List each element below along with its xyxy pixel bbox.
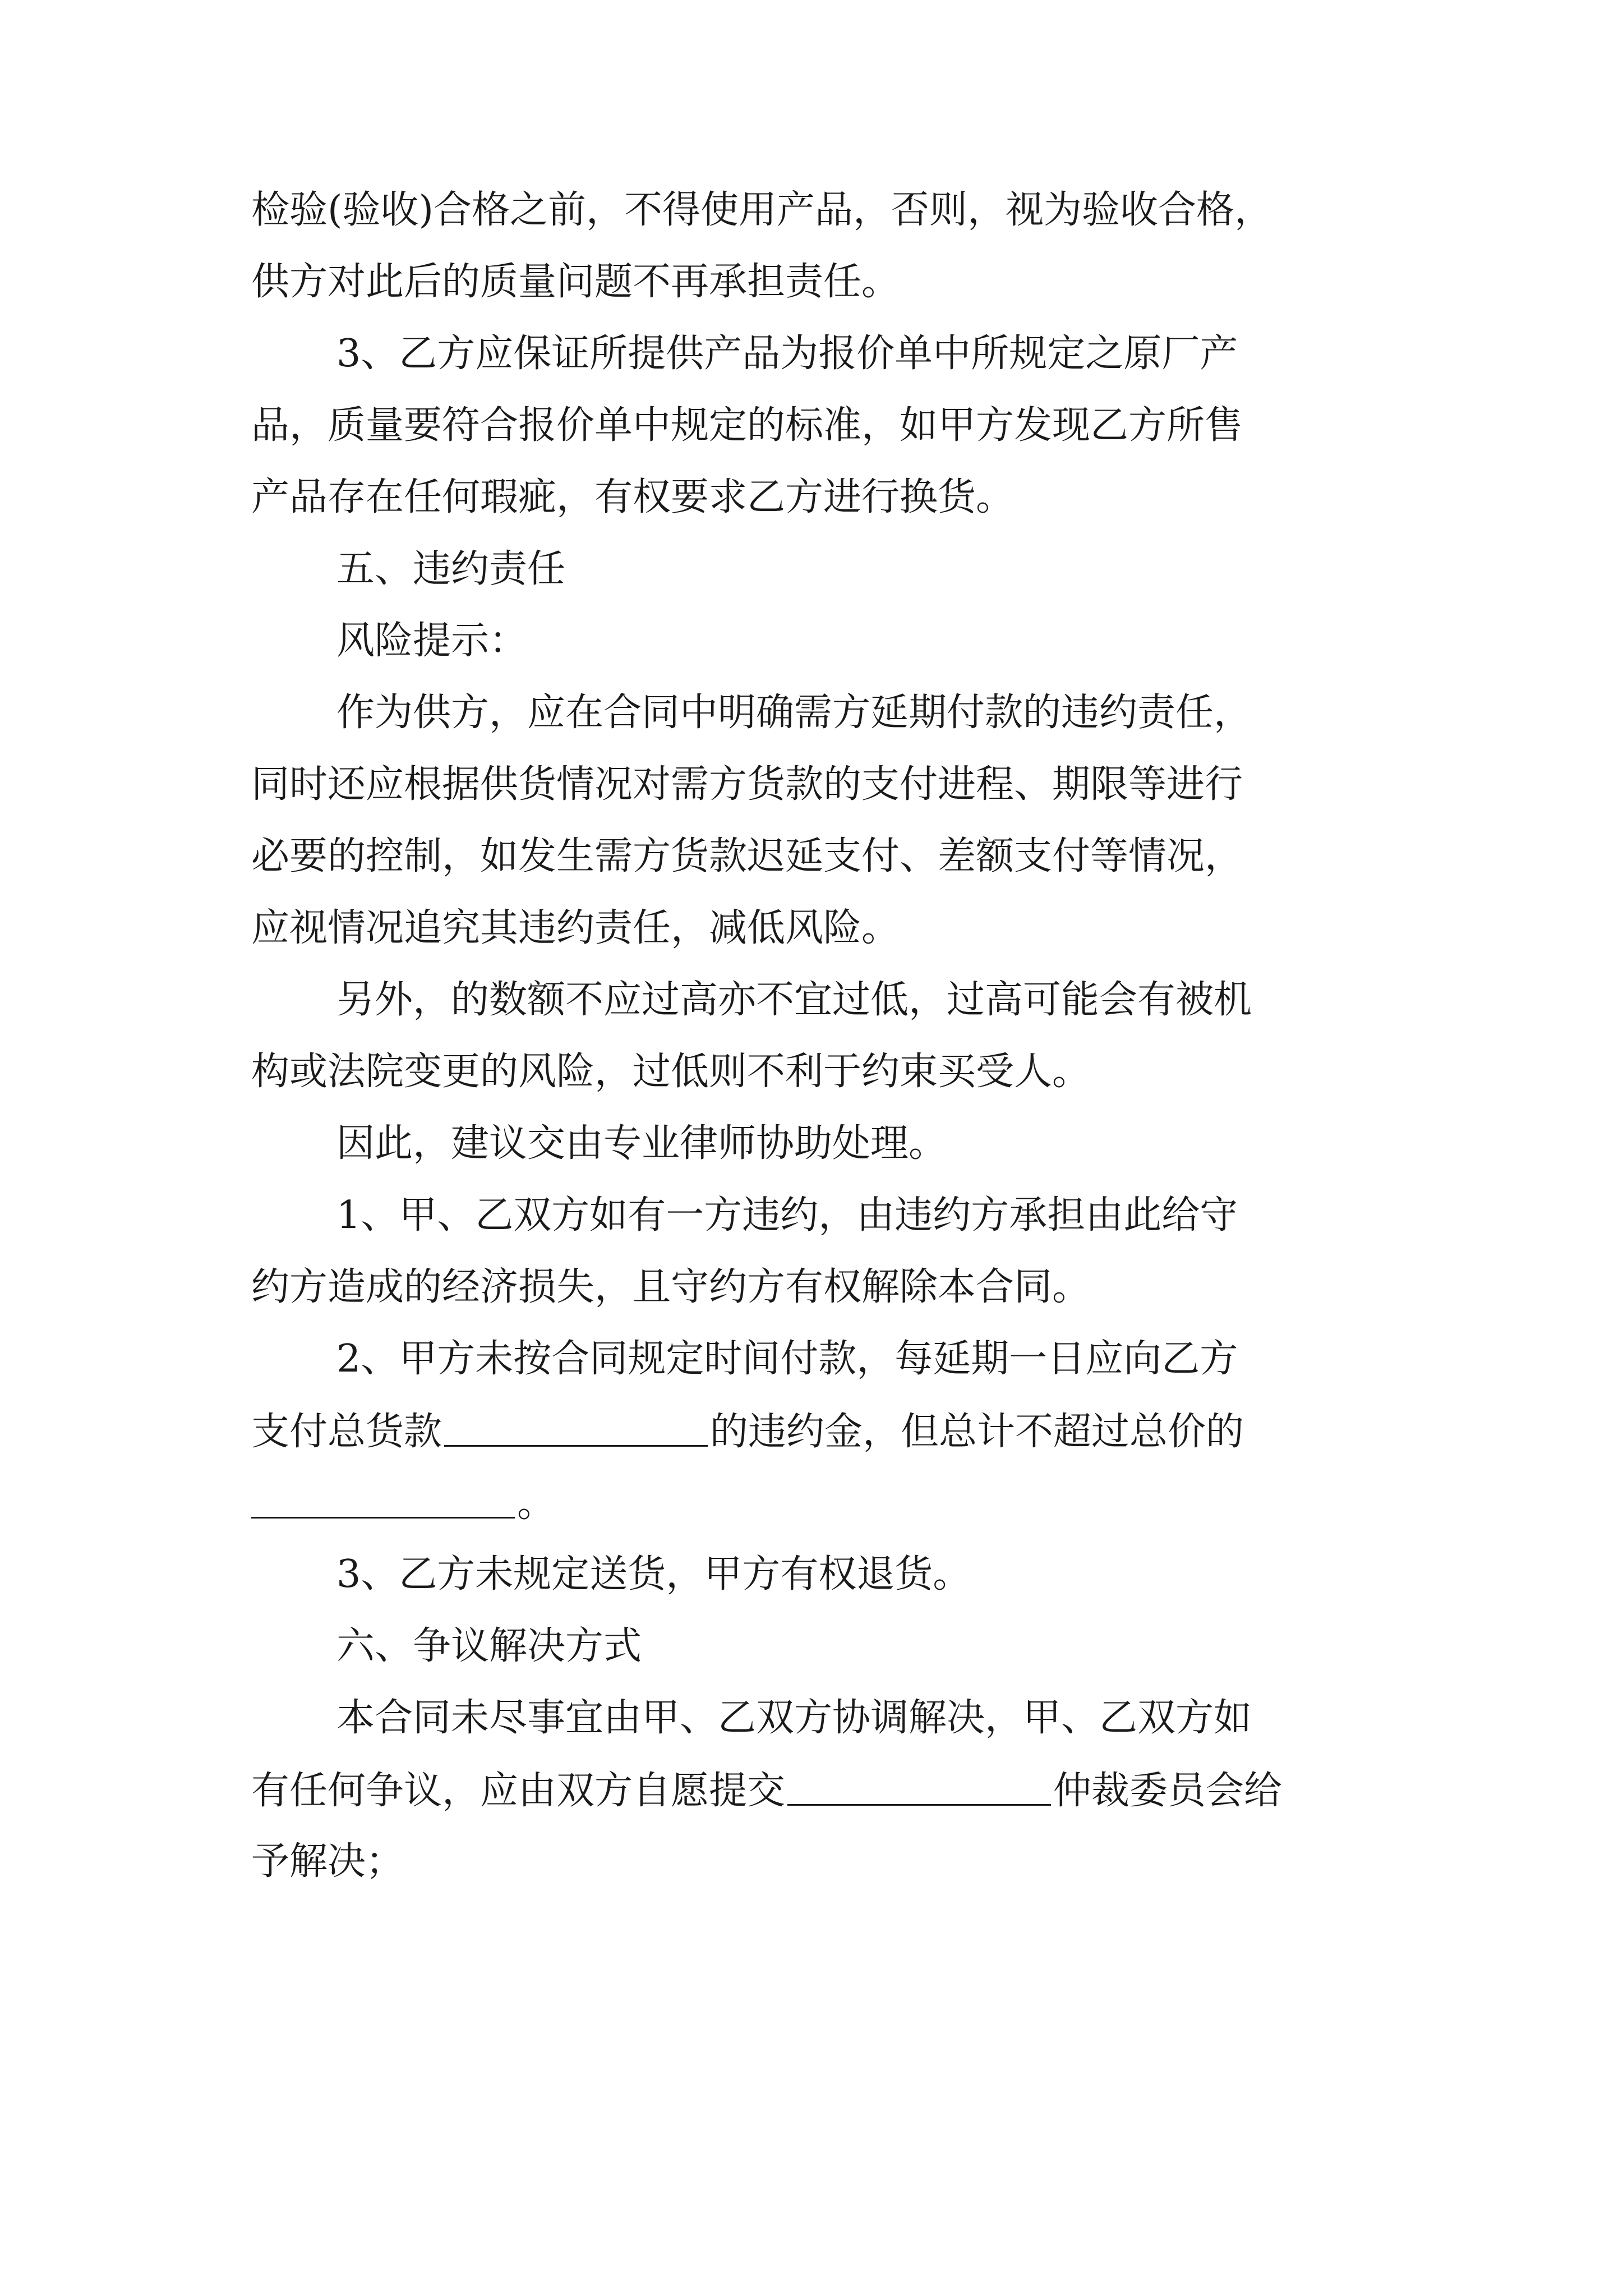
- text-segment: 。: [517, 1481, 556, 1526]
- section-heading: 五、违约责任: [336, 547, 566, 591]
- text-line: 3、乙方应保证所提供产品为报价单中所规定之原厂产: [336, 332, 1238, 376]
- text-segment: 的违约金，但总计不超过总价的: [710, 1410, 1244, 1454]
- fill-blank: [251, 1478, 515, 1519]
- text-line: 1、甲、乙双方如有一方违约，由违约方承担由此给守: [336, 1193, 1238, 1237]
- text-line: 品，质量要符合报价单中规定的标准，如甲方发现乙方所售: [251, 403, 1243, 448]
- text-line: [251, 1765, 1282, 1815]
- text-line: 产品存在任何瑕疵，有权要求乙方进行换货。: [251, 475, 1015, 519]
- text-line: 约方造成的经济损失，且守约方有权解除本合同。: [251, 1265, 1091, 1309]
- text-line: 供方对此后的质量问题不再承担责任。: [251, 260, 900, 304]
- text-line: 检验(验收)合格之前，不得使用产品，否则，视为验收合格，: [251, 188, 1273, 232]
- text-segment: 仲裁委员会给: [1053, 1769, 1283, 1813]
- text-line: 应视情况追究其违约责任，减低风险。: [251, 906, 900, 950]
- text-line: 风险提示：: [336, 619, 528, 663]
- section-heading: 六、争议解决方式: [336, 1624, 642, 1668]
- text-line: 作为供方，应在合同中明确需方延期付款的违约责任，: [336, 691, 1252, 735]
- text-line: 3、乙方未规定送货，甲方有权退货。: [336, 1552, 971, 1596]
- fill-blank: [444, 1406, 708, 1447]
- text-line: 因此，建议交由专业律师协助处理。: [336, 1121, 947, 1166]
- text-segment: 有任何争议，应由双方自愿提交: [251, 1769, 786, 1813]
- text-segment: 支付总货款: [251, 1410, 442, 1454]
- text-line: 另外，的数额不应过高亦不宜过低，过高可能会有被机: [336, 978, 1252, 1022]
- text-line: 构或法院变更的风险，过低则不利于约束买受人。: [251, 1050, 1091, 1094]
- text-line: 本合同未尽事宜由甲、乙双方协调解决，甲、乙双方如: [336, 1696, 1252, 1740]
- text-line: [251, 1406, 1244, 1456]
- text-line: [251, 1478, 555, 1528]
- text-line: 2、甲方未按合同规定时间付款，每延期一日应向乙方: [336, 1337, 1238, 1381]
- text-line: 必要的控制，如发生需方货款迟延支付、差额支付等情况，: [251, 834, 1243, 878]
- text-line: 同时还应根据供货情况对需方货款的支付进程、期限等进行: [251, 762, 1243, 807]
- fill-blank: [787, 1765, 1051, 1806]
- text-line: 予解决；: [251, 1839, 404, 1884]
